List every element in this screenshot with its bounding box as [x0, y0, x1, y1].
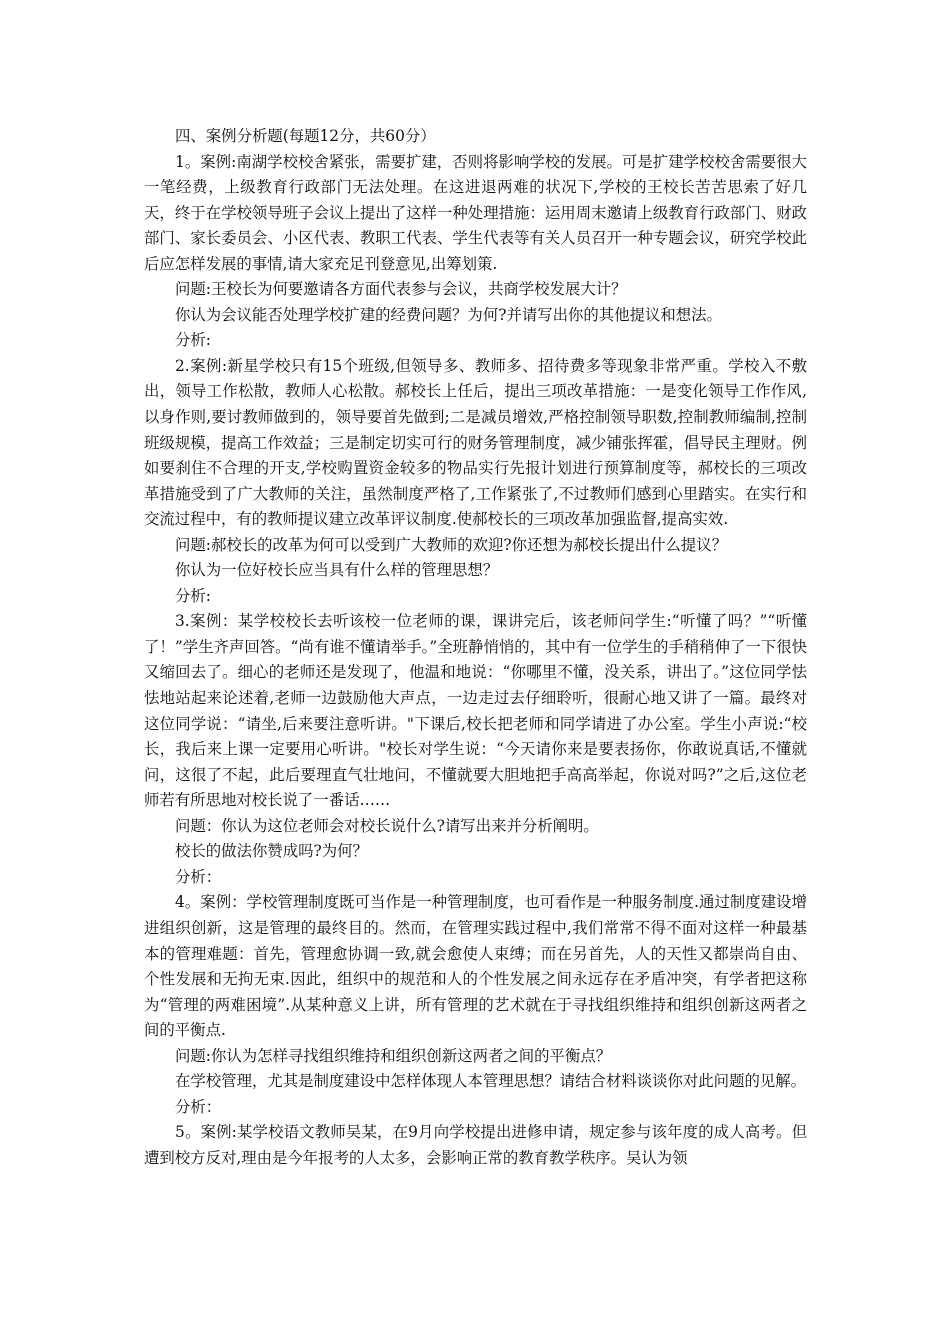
case-2-question-1: 问题:郝校长的改革为何可以受到广大教师的欢迎?你还想为郝校长提出什么提议？: [175, 535, 728, 554]
document-page: [144, 124, 807, 1171]
case-4-analysis-label: 分析：: [175, 1097, 222, 1116]
case-3-analysis-label: 分析：: [175, 867, 222, 886]
case-4-question-2: 在学校管理，尤其是制度建设中怎样体现人本管理思想？请结合材料谈谈你对此问题的见解。: [175, 1072, 807, 1091]
case-5-text: 5。案例:某学校语文教师吴某，在9月向学校提出进修申请，规定参与该年度的成人高考。但遭到校方反对,理由是今年报考的人太多，会影响正常的教育教学秩序。吴认为领: [144, 1123, 807, 1167]
case-3-question-1: 问题：你认为这位老师会对校长说什么?请写出来并分析阐明。: [175, 816, 599, 835]
case-1-text: 1。案例:南湖学校校舍紧张，需要扩建，否则将影响学校的发展。可是扩建学校校舍需要很大一笔经费，上级教育行政部门无法处理。在这进退两难的状况下,学校的王校长苦苦思索了好几天，终于在学校领导班子会议上提出了这样一种处理措施：运用周末邀请上级教育行政部门、财政部门、家长委员会、小区代表、教职工代表、学生代表等有关人员召开一种专题会议，研究学校此后应怎样发展的事情,请大家充足刊登意见,出筹划策.: [144, 152, 807, 273]
case-2-text: 2.案例:新星学校只有15个班级,但领导多、教师多、招待费多等现象非常严重。学校入不敷出，领导工作松散，教师人心松散。郝校长上任后，提出三项改革措施：一是变化领导工作作风,以身作则,要讨教师做到的，领导要首先做到;二是减员增效,严格控制领导职数,控制教师编制,控制班级规模，提高工作效益；三是制定切实可行的财务管理制度，减少铺张挥霍，倡导民主理财。例如要刹住不合理的开支,学校购置资金较多的物品实行先报计划进行预算制度等，郝校长的三项改革措施受到了广大教师的关注，虽然制度严格了,工作紧张了,不过教师们感到心里踏实。在实行和交流过程中，有的教师提议建立改革评议制度.使郝校长的三项改革加强监督,提高实效.: [144, 356, 807, 529]
case-1-analysis-label: 分析:: [175, 331, 211, 350]
case-3-question-2: 校长的做法你赞成吗?为何？: [175, 842, 368, 861]
case-2-question-2: 你认为一位好校长应当具有什么样的管理思想？: [175, 561, 499, 580]
case-2-analysis-label: 分析:: [175, 586, 211, 605]
case-3-text: 3.案例：某学校校长去听该校一位老师的课，课讲完后，该老师问学生:“听懂了吗？”“听懂了！”学生齐声回答。“尚有谁不懂请举手。”全班静悄悄的，其中有一位学生的手稍稍伸了一下很快又缩回去了。细心的老师还是发现了，他温和地说：“你哪里不懂，没关系，讲出了。”这位同学怯怯地站起来论述着,老师一边鼓励他大声点，一边走过去仔细聆听，很耐心地又讲了一篇。最终对这位同学说：“请坐,后来要注意听讲。"下课后,校长把老师和同学请进了办公室。学生小声说:“校长，我后来上课一定要用心听讲。"校长对学生说：“今天请你来是要表扬你，你敢说真话,不懂就问，这很了不起，此后要理直气壮地问，不懂就要大胆地把手高高举起，你说对吗?”之后,这位老师若有所思地对校长说了一番话……: [144, 612, 807, 810]
case-4-question-1: 问题:你认为怎样寻找组织维持和组织创新这两者之间的平衡点？: [175, 1046, 612, 1065]
section-heading: 四、案例分析题(每题12分，共60分）: [175, 127, 436, 145]
case-4-text: 4。案例：学校管理制度既可当作是一种管理制度，也可看作是一种服务制度.通过制度建设增进组织创新，这是管理的最终目的。然而，在管理实践过程中,我们常常不得不面对这样一种最基本的管理难题：首先，管理愈协调一致,就会愈使人束缚；而在另首先，人的天性又都崇尚自由、个性发展和无拘无束.因此，组织中的规范和人的个性发展之间永远存在矛盾冲突，有学者把这称为“管理的两难困境”.从某种意义上讲，所有管理的艺术就在于寻找组织维持和组织创新这两者之间的平衡点.: [144, 893, 807, 1040]
case-1-question-2: 你认为会议能否处理学校扩建的经费问题？为何?并请写出你的其他提议和想法。: [175, 305, 722, 324]
case-1-question-1: 问题:王校长为何要邀请各方面代表参与会议，共商学校发展大计？: [175, 280, 627, 299]
